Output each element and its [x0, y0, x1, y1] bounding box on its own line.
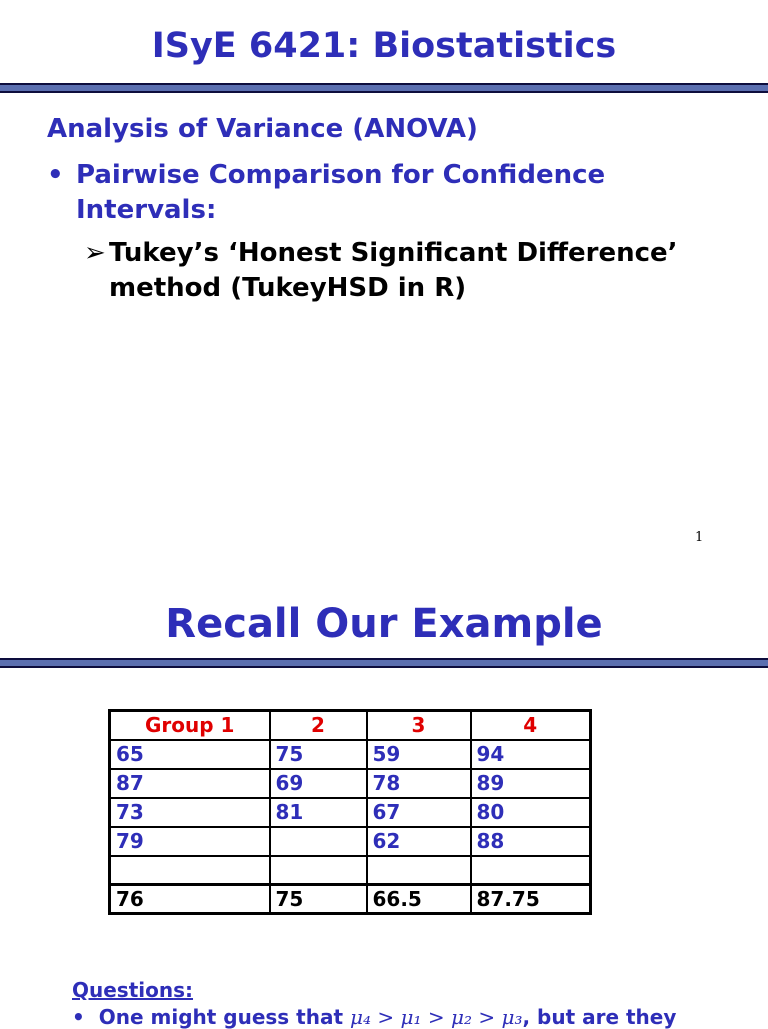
table-summary-row: [110, 885, 591, 914]
table-row: [110, 740, 591, 769]
table-cell: 65: [110, 740, 270, 769]
table-cell: 75: [270, 740, 367, 769]
bullet-dot: •: [47, 160, 64, 190]
slide2-title: Recall Our Example: [165, 601, 603, 647]
table-header-cell: 3: [367, 711, 471, 740]
table-cell: 79: [110, 827, 270, 856]
table-header-row: [110, 711, 591, 740]
table-cell: [367, 856, 471, 885]
table-header-cell: 4: [471, 711, 591, 740]
table-header-cell: Group 1: [110, 711, 270, 740]
table-row: [110, 827, 591, 856]
table-cell: [471, 856, 591, 885]
questions-heading: Questions:: [72, 978, 194, 1002]
slide2-title-rule: [0, 658, 768, 668]
table-header-cell: 2: [270, 711, 367, 740]
table-row: [110, 856, 591, 885]
table-cell: 94: [471, 740, 591, 769]
question-text-start: One might guess that: [98, 1005, 350, 1029]
question-bullet: [72, 1005, 768, 1029]
slide1-sub-bullet: [84, 236, 724, 306]
table-cell: [110, 856, 270, 885]
page-number: 1: [695, 530, 704, 545]
summary-cell: 87.75: [471, 885, 591, 914]
slide1-subheading: Analysis of Variance (ANOVA): [47, 114, 478, 144]
table-cell: 69: [270, 769, 367, 798]
question-bullet-dot: •: [72, 1005, 85, 1029]
table-cell: 67: [367, 798, 471, 827]
table-cell: 59: [367, 740, 471, 769]
table-row: [110, 798, 591, 827]
slide1-title: ISyE 6421: Biostatistics: [151, 26, 617, 66]
arrow-bullet-icon: ➢: [84, 238, 106, 268]
summary-cell: 76: [110, 885, 270, 914]
table-cell: 81: [270, 798, 367, 827]
table-cell: 80: [471, 798, 591, 827]
summary-cell: 75: [270, 885, 367, 914]
table-cell: 88: [471, 827, 591, 856]
table-cell: 87: [110, 769, 270, 798]
table-cell: 62: [367, 827, 471, 856]
question-text-end: , but are they: [522, 1005, 677, 1029]
table-cell: 89: [471, 769, 591, 798]
data-table: [108, 709, 592, 915]
table-row: [110, 769, 591, 798]
table-cell: [270, 827, 367, 856]
table-cell: 78: [367, 769, 471, 798]
table-cell: [270, 856, 367, 885]
slide1-title-rule: [0, 83, 768, 93]
bullet-text: Pairwise Comparison for Confidence Intervals:: [76, 160, 606, 225]
question-math: μ₄ > μ₁ > μ₂ > μ₃: [349, 1005, 523, 1029]
sub-bullet-text: Tukey’s ‘Honest Significant Difference’ method (TukeyHSD in R): [109, 238, 678, 303]
summary-cell: 66.5: [367, 885, 471, 914]
table-cell: 73: [110, 798, 270, 827]
slide1-bullet: [47, 158, 687, 228]
